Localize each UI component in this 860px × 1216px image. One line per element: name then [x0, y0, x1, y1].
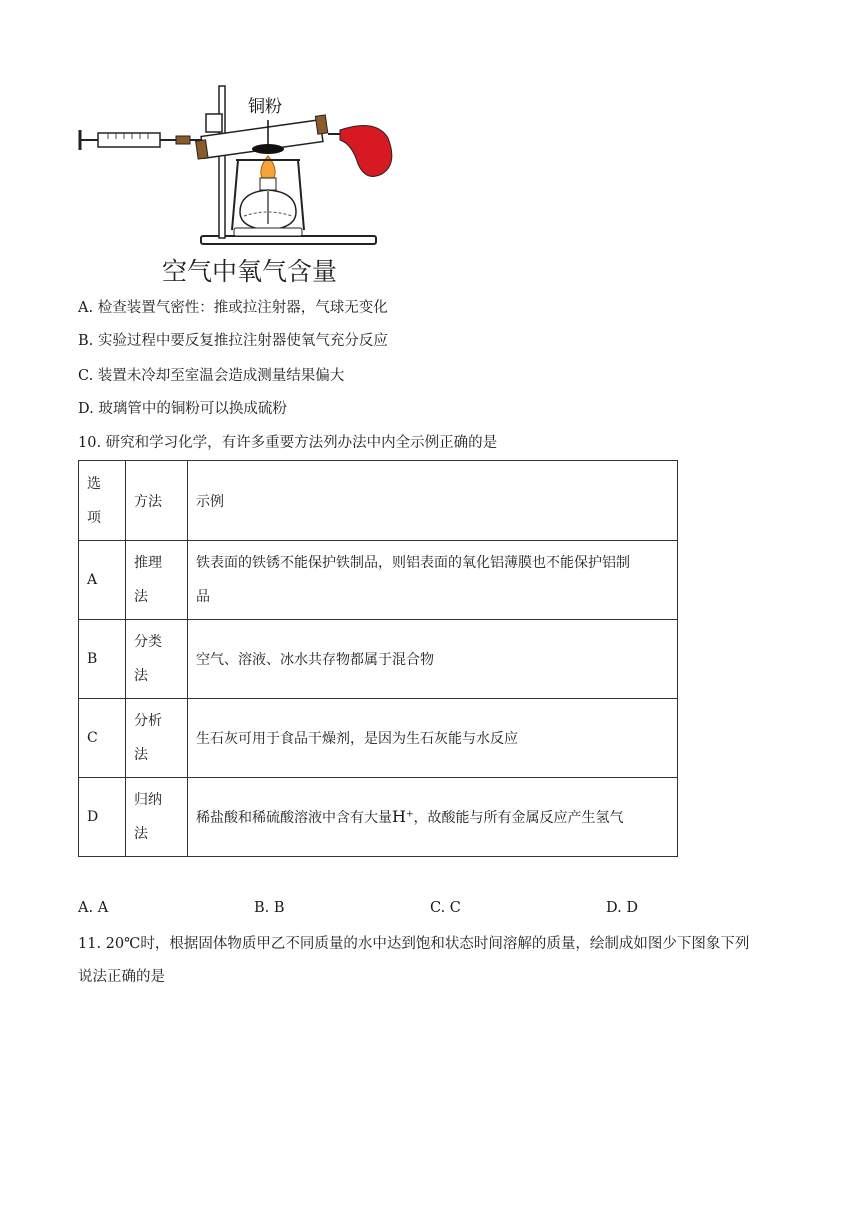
row-d-example-pre: 稀盐酸和稀硫酸溶液中含有大量 — [196, 810, 392, 826]
methods-table — [78, 460, 678, 857]
q10-answer-c: C. C — [430, 900, 461, 916]
row-b-example: 空气、溶液、冰水共存物都属于混合物 — [196, 652, 434, 668]
row-d-option: D — [87, 809, 99, 825]
row-d-method-1: 归纳 — [134, 792, 162, 808]
hydrogen-ion: H — [392, 807, 406, 826]
header-option-a: 选 — [87, 475, 101, 492]
table-row — [79, 699, 678, 778]
header-option-b: 项 — [87, 509, 101, 526]
row-c-example: 生石灰可用于食品干燥剂，是因为生石灰能与水反应 — [196, 731, 518, 747]
q10-stem: 10. 研究和学习化学，有许多重要方法列办法中内全示例正确的是 — [78, 435, 498, 451]
q10-answer-d: D. D — [606, 900, 638, 916]
balloon — [328, 126, 392, 177]
q9-option-d: D. 玻璃管中的铜粉可以换成硫粉 — [78, 401, 287, 417]
row-a-method-1: 推理 — [134, 555, 162, 571]
table-row — [79, 541, 678, 620]
row-a-method-2: 法 — [134, 589, 148, 605]
row-a-example-2: 品 — [196, 589, 210, 605]
row-a-example-1: 铁表面的铁锈不能保护铁制品，则铝表面的氧化铝薄膜也不能保护铝制 — [196, 555, 630, 571]
glass-tube — [196, 114, 328, 159]
table-row — [79, 620, 678, 699]
q10-answer-a: A. A — [78, 900, 109, 916]
q9-option-c: C. 装置未冷却至室温会造成测量结果偏大 — [78, 368, 345, 384]
header-example: 示例 — [196, 493, 224, 510]
table-row — [79, 778, 678, 857]
hydrogen-ion-charge: + — [405, 809, 414, 820]
alcohol-lamp — [234, 156, 302, 236]
row-b-method-1: 分类 — [134, 634, 162, 650]
table-header-row — [79, 461, 678, 541]
row-d-example-post: ，故酸能与所有金属反应产生氢气 — [413, 810, 624, 826]
q11-stem-line2: 说法正确的是 — [78, 969, 165, 985]
q9-option-a: A. 检查装置气密性：推或拉注射器，气球无变化 — [78, 300, 388, 316]
row-b-method-2: 法 — [134, 668, 148, 684]
syringe — [80, 130, 202, 150]
row-b-option: B — [87, 651, 98, 667]
row-a-option: A — [87, 572, 98, 588]
q11-stem-line1: 11. 20℃时，根据固体物质甲乙不同质量的水中达到饱和状态时间溶解的质量，绘制成如图少下图象下列 — [78, 936, 750, 952]
copper-powder-label: 铜粉 — [248, 97, 282, 117]
stand-rod — [219, 86, 225, 238]
stand-base — [201, 236, 376, 244]
row-d-method-2: 法 — [134, 826, 148, 842]
row-c-method-2: 法 — [134, 747, 148, 763]
row-c-option: C — [87, 730, 98, 746]
header-method: 方法 — [134, 493, 162, 510]
row-c-method-1: 分析 — [134, 713, 162, 729]
figure-caption: 空气中氧气含量 — [162, 257, 338, 286]
q9-option-b: B. 实验过程中要反复推拉注射器使氧气充分反应 — [78, 333, 388, 349]
q10-answer-b: B. B — [254, 900, 285, 916]
